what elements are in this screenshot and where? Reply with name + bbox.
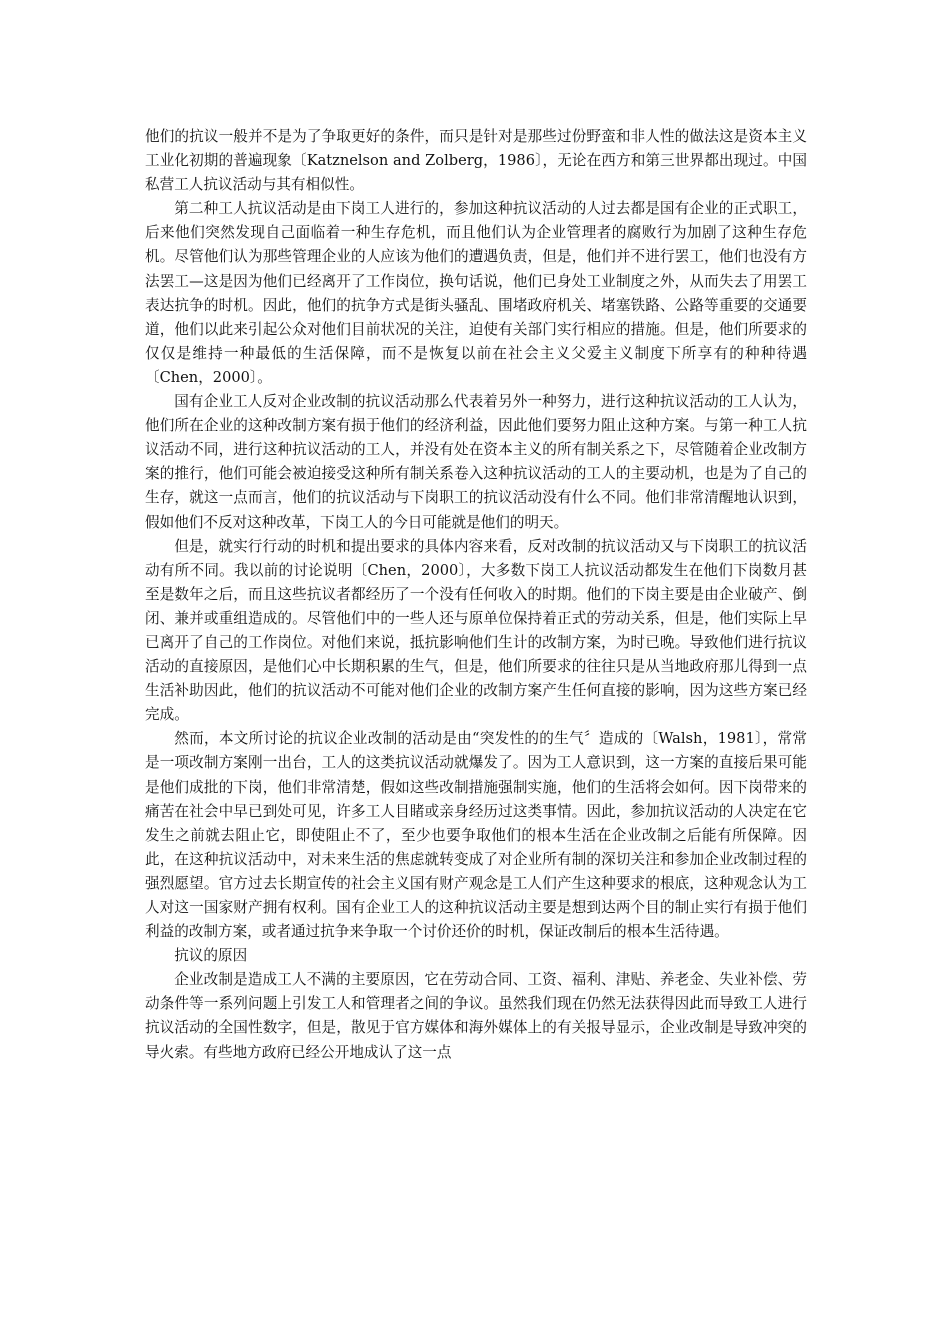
paragraph-4: 但是，就实行行动的时机和提出要求的具体内容来看，反对改制的抗议活动又与下岗职工的抗议活动有所不同。我以前的讨论说明〔Chen，2000〕，大多数下岗工人抗议活动都发生在他们下岗数月甚至是数年之后，而且这些抗议者都经历了一个没有任何收入的时期。他们的下岗主要是由企业破产、倒闭、兼并或重组造成的。尽管他们中的一些人还与原单位保持着正式的劳动关系，但是，他们实际上早已离开了自己的工作岗位。对他们来说，抵抗影响他们生计的改制方案，为时已晚。导致他们进行抗议活动的直接原因，是他们心中长期积累的生气，但是，他们所要求的往往只是从当地政府那儿得到一点生活补助因此，他们的抗议活动不可能对他们企业的改制方案产生任何直接的影响，因为这些方案已经完成。 (145, 537, 807, 724)
paragraph-2: 第二种工人抗议活动是由下岗工人进行的，参加这种抗议活动的人过去都是国有企业的正式职工，后来他们突然发现自己面临着一种生存危机，而且他们认为企业管理者的腐败行为加剧了这种生存危机。尽管他们认为那些管理企业的人应该为他们的遭遇负责，但是，他们并不进行罢工，他们也没有方法罢工—这是因为他们已经离开了工作岗位，换句话说，他们已身处工业制度之外，从而失去了用罢工表达抗争的时机。因此，他们的抗争方式是街头骚乱、围堵政府机关、堵塞铁路、公路等重要的交通要道，他们以此来引起公众对他们目前状况的关注，迫使有关部门实行相应的措施。但是，他们所要求的仅仅是维持一种最低的生活保障，而不是恢复以前在社会主义父爱主义制度下所享有的种种待遇〔Chen，2000〕。 (145, 200, 807, 386)
section-heading: 抗议的原因 (174, 947, 248, 965)
paragraph-5: 然而，本文所讨论的抗议企业改制的活动是由“突发性的的生气〞造成的〔Walsh，1981〕，常常是一项改制方案刚一出台，工人的这类抗议活动就爆发了。因为工人意识到，这一方案的直接后果可能是他们成批的下岗，他们非常清楚，假如这些改制措施强制实施，他们的生活将会如何。因下岗带来的痛苦在社会中早已到处可见，许多工人目睹或亲身经历过这类事情。因此，参加抗议活动的人决定在它发生之前就去阻止它，即使阻止不了，至少也要争取他们的根本生活在企业改制之后能有所保障。因此，在这种抗议活动中，对未来生活的焦虑就转变成了对企业所有制的深切关注和参加企业改制过程的强烈愿望。官方过去长期宣传的社会主义国有财产观念是工人们产生这种要求的根底，这种观念认为工人对这一国家财产拥有权利。国有企业工人的这种抗议活动主要是想到达两个目的制止实行有损于他们利益的改制方案，或者通过抗争来争取一个讨价还价的时机，保证改制后的根本生活待遇。 (145, 730, 807, 941)
document-page (145, 125, 807, 1065)
paragraph-3: 国有企业工人反对企业改制的抗议活动那么代表着另外一种努力，进行这种抗议活动的工人认为，他们所在企业的这种改制方案有损于他们的经济利益，因此他们要努力阻止这种方案。与第一种工人抗议活动不同，进行这种抗议活动的工人，并没有处在资本主义的所有制关系之下，尽管随着企业改制方案的推行，他们可能会被迫接受这种所有制关系卷入这种抗议活动的工人的主要动机，也是为了自己的生存，就这一点而言，他们的抗议活动与下岗职工的抗议活动没有什么不同。他们非常清醒地认识到，假如他们不反对这种改革，下岗工人的今日可能就是他们的明天。 (145, 393, 807, 531)
paragraph-6: 企业改制是造成工人不满的主要原因，它在劳动合同、工资、福利、津贴、养老金、失业补偿、劳动条件等一系列问题上引发工人和管理者之间的争议。虽然我们现在仍然无法获得因此而导致工人进行抗议活动的全国性数字，但是，散见于官方媒体和海外媒体上的有关报导显示，企业改制是导致冲突的导火索。有些地方政府已经公开地成认了这一点 (145, 971, 807, 1061)
paragraph-1: 他们的抗议一般并不是为了争取更好的条件，而只是针对是那些过份野蛮和非人性的做法这是资本主义工业化初期的普遍现象〔Katznelson and Zolberg，1986〕，无论在西方和第三世界都出现过。中国私营工人抗议活动与其有相似性。 (145, 128, 807, 194)
